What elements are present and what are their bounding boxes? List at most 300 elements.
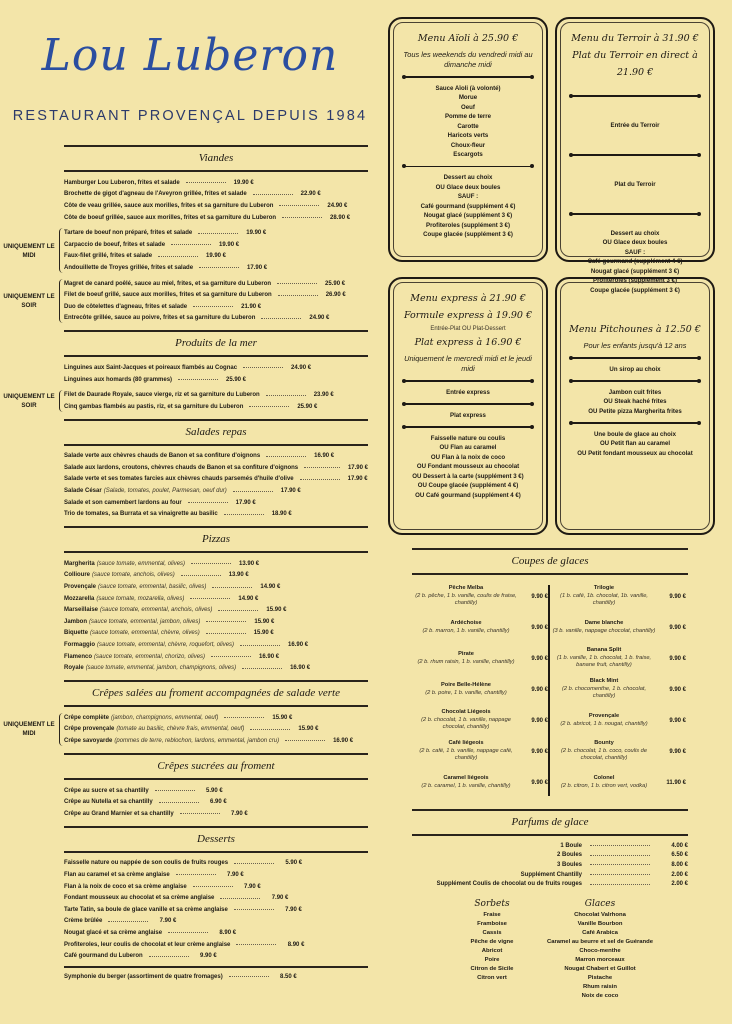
section-title: Coupes de glaces [511,555,589,567]
dotted-leader [224,717,264,718]
dotted-leader [240,645,280,646]
dotted-leader [236,944,276,945]
dotted-leader [243,367,283,368]
dotted-leader [220,898,260,899]
price-row [412,860,688,870]
coupe-item [552,736,686,767]
item-name: Salade verte aux chèvres chauds de Banon et sa confiture d'oignons [64,453,261,460]
item-name: Trio de tomates, sa Burrata et sa vinaigrette au basilic [64,511,218,518]
course-option: OU Glace deux boules [602,239,668,246]
menu-item [64,485,368,497]
coupe-item [552,612,686,643]
item-price: 7.90 € [227,871,244,878]
item-price: 9.90 € [199,953,217,960]
course-option: OU Flan à la noix de coco [430,453,506,461]
price-value: 2.00 € [671,871,688,878]
course-option: Une boule de glace au choix [594,430,676,438]
menu-title: Menu Aïoli à 25.90 € [417,33,519,44]
flavour-item: Citron vert [477,974,507,981]
flavour-item: Chocolat Valrhona [574,911,626,918]
item-price: 16.90 € [314,453,335,460]
menu-course [400,434,536,501]
menu-title: Formule express à 19.90 € [403,310,533,321]
menu-course [567,365,703,375]
coupe-item [552,705,686,736]
dotted-leader [249,406,289,407]
coupe-name: Ardéchoise [450,620,482,626]
parfums-section [412,809,688,1001]
item-price: 14.90 € [260,584,281,591]
item-name: Hamburger Lou Luberon, frites et salade [64,179,180,186]
dotted-leader [158,256,198,257]
dotted-leader [278,295,318,296]
item-name: Flan au caramel et sa crème anglaise [64,871,170,878]
dotted-leader [282,217,322,218]
menu-item [64,451,368,463]
item-name: Filet de boeuf grillé, sauce aux morilles, frites et sa garniture du Luberon [64,292,272,299]
set-menu-card [555,277,715,535]
menu-course [567,111,703,141]
menu-course [400,84,536,160]
column-separator [548,585,550,796]
coupe-price: 9.90 € [669,655,686,662]
menu-item [64,581,368,593]
item-name: Crêpe au sucre et sa chantilly [64,787,149,794]
coupe-description: (2 b. abricot, 1 b. nougat, chantilly) [560,720,648,727]
menu-section [3,330,368,412]
coupe-price: 9.90 € [531,686,548,693]
item-price: 19.90 € [206,253,227,260]
course-option: Pomme de terre [444,113,492,120]
coupe-name: Pêche Melba [448,585,484,592]
item-group [64,785,368,820]
item-group [64,362,368,385]
brace-icon [59,713,63,746]
item-name: Filet de Daurade Royale, sauce vierge, riz et sa garniture du Luberon [64,392,260,399]
item-price: 23.90 € [313,392,334,399]
item-price: 16.90 € [259,653,280,660]
course-option: OU Coupe glacée (supplément 4 €) [417,482,519,489]
item-group [3,712,368,747]
menu-section [64,753,368,820]
menu-item [64,916,368,928]
menu-item [64,362,368,374]
item-name: Duo de côtelettes d'agneau, frites et salade [64,303,188,310]
item-price: 17.90 € [347,464,368,471]
ornament-divider [404,403,532,405]
item-price: 22.90 € [300,191,321,198]
item-price: 16.90 € [290,665,311,672]
menu-item [64,808,368,820]
dotted-leader [590,884,650,885]
item-name: Biquette [64,630,88,637]
item-name: Tartare de boeuf non préparé, frites et salade [64,230,193,237]
item-name: Brochette de gigot d'agneau de l'Aveyron grillée, frites et salade [64,191,247,198]
menu-item [64,508,368,520]
price-value: 8.00 € [671,861,688,868]
item-name: Flamenco [64,653,93,660]
item-name: Jambon [64,618,88,625]
item-group [64,966,368,983]
course-option: Nougat glacé (supplément 3 €) [590,267,680,275]
ornament-divider [571,213,699,215]
ornament-divider [404,380,532,382]
item-price: 18.90 € [271,511,292,518]
dotted-leader [304,467,340,468]
item-name: Crêpe au Nutella et sa chantilly [64,799,153,806]
section-items [64,553,368,674]
brace-icon [59,228,63,272]
set-menu-card [388,277,548,535]
item-name: Symphonie du berger (assortiment de quatre fromages) [64,973,223,980]
restaurant-tagline: RESTAURANT PROVENÇAL DEPUIS 1984 [12,108,368,124]
item-group [64,177,368,223]
section-title: Pizzas [201,533,231,546]
coupe-description: (2 b. rhum raisin, 1 b. vanille, chantilly) [417,658,515,665]
dotted-leader [212,587,252,588]
item-name: Faux-filet grillé, frites et salade [64,253,153,260]
flavour-item: Café Arabica [582,929,618,936]
coupe-name: Caramel liégeois [443,775,489,781]
price-label: 2 Boules [556,852,582,859]
coupe-text [414,775,518,790]
course-option: OU Flan au caramel [439,444,497,451]
course-option: OU Café gourmand (supplément 4 €) [415,491,521,499]
section-items [64,780,368,820]
item-name: Formaggio [64,642,95,649]
item-price: 6.90 € [210,799,227,806]
menu-item [64,239,368,251]
course-option: Carotte [457,122,479,130]
menu-item [64,712,368,724]
course-option: Jambon cuit frites [608,388,662,396]
flavour-columns [412,897,688,1001]
set-menu-card [388,17,548,262]
course-option: Dessert au choix [610,229,660,237]
coupe-item [414,581,548,612]
menu-item [64,401,368,413]
dotted-leader [253,194,293,195]
item-name: Crème brûlée [64,918,103,925]
coupe-description: (1 b. café, 1b. chocolat, 1b. vanille, chantilly) [560,592,648,607]
item-name: Café gourmand du Luberon [64,953,143,960]
item-price: 8.90 € [219,929,237,936]
item-name: Côte de veau grillée, sauce aux morilles, frites et sa garniture du Luberon [64,202,274,209]
flavour-item: Rhum raisin [582,983,618,990]
menu-item [64,289,368,301]
item-price: 17.90 € [247,264,268,271]
coupe-text [414,620,518,635]
coupe-name: Bounty [594,740,614,747]
dotted-leader [186,182,226,183]
item-price: 13.90 € [228,572,249,579]
section-title: Salades repas [185,425,247,438]
coupe-text [414,585,518,608]
flavour-item: Cassis [482,929,502,936]
restaurant-logo: Lou Luberon [41,30,339,81]
menu-item [64,497,368,509]
flavour-item: Choco-menthe [579,947,621,954]
coupe-description: (2 b. citron, 1 b. citron vert, vodka) [560,782,648,789]
menu-title: Plat du Terroir en direct à 21.90 € [572,50,698,78]
coupe-name: Colonel [593,775,615,781]
menu-course [567,170,703,200]
course-option: Entrée express [446,388,490,396]
section-items [64,446,368,521]
coupes-left [412,581,550,798]
item-price: 25.90 € [297,403,318,410]
item-price: 7.90 € [231,810,248,817]
coupe-item [414,705,548,736]
dotted-leader [261,318,301,319]
flavour-heading: Glaces [584,898,616,909]
availability-label: UNIQUEMENT LE SOIR [3,392,55,409]
item-name: Mozzarella [64,595,95,602]
flavour-item: Nougat Chabert et Guillot [564,965,636,972]
coupe-item [552,767,686,798]
dotted-leader [171,244,211,245]
coupe-text [552,620,656,635]
item-price: 19.90 € [219,241,240,248]
course-option: Haricots verts [447,132,489,139]
dotted-leader [590,864,650,865]
item-price: 19.90 € [246,230,267,237]
menu-item [64,616,368,628]
coupe-price: 9.90 € [531,748,548,755]
menu-item [64,785,368,797]
price-value: 4.00 € [671,842,688,849]
card-content [393,22,543,257]
flavour-item: Pêche de vigne [470,938,514,945]
item-description: (sauce tomate, anchois, olives) [92,572,175,579]
price-value: 2.00 € [671,881,688,888]
section-items [3,357,368,412]
price-label: 1 Boule [560,842,582,849]
item-price: 15.90 € [254,618,275,625]
item-price: 13.90 € [239,560,260,567]
menu-title: Menu du Terroir à 31.90 € [571,33,699,44]
menu-item [64,389,368,401]
brace-icon [59,390,63,411]
item-price: 16.90 € [333,737,354,744]
card-content [560,282,710,530]
menu-item [64,971,368,983]
item-name: Côte de boeuf grillée, sauce aux morilles, frites et sa garniture du Luberon [64,214,277,221]
price-row [412,870,688,880]
item-price: 26.90 € [325,292,346,299]
menu-item [64,212,368,224]
menu-item [64,301,368,313]
course-option: Plat express [450,411,486,419]
dotted-leader [218,610,258,611]
item-price: 19.90 € [233,179,254,186]
ornament-divider [571,154,699,156]
coupe-description: (2 b. café, 1 b. vanille, nappage café, chantilly) [419,747,513,762]
ornament-divider [571,95,699,97]
coupe-text [552,775,656,790]
menu-item [64,662,368,674]
menu-item [64,374,368,386]
coupe-item [552,674,686,705]
coupe-price: 9.90 € [669,748,686,755]
menu-item [64,189,368,201]
item-name: Salade et son camembert lardons au four [64,499,182,506]
dotted-leader [590,845,650,846]
item-name: Tarte Tatin, sa boule de glace vanille et sa crème anglaise [64,906,228,913]
coupe-price: 9.90 € [531,779,548,786]
coupe-price: 9.90 € [531,593,548,600]
price-label: Supplément Coulis de chocolat ou de fruits rouges [436,881,582,888]
dotted-leader [279,205,319,206]
coupe-price: 9.90 € [531,624,548,631]
coupe-name: Pirate [458,651,474,657]
course-option: Café gourmand (supplément 4 €) [587,258,683,265]
parfums-prices [412,841,688,889]
dotted-leader [206,621,246,622]
item-price: 21.90 € [241,303,262,310]
item-description: (sauce tomate, emmental, anchois, olives) [100,607,213,614]
course-option: Profiteroles (supplément 3 €) [593,277,677,284]
menu-item [64,200,368,212]
coupe-name: Black Mint [589,678,619,685]
item-price: 15.90 € [272,714,293,721]
item-description: (sauce tomate, emmental, chorizo, olives) [94,653,206,660]
course-option: Faisselle nature ou coulis [430,434,506,442]
course-option: OU Petit flan au caramel [599,440,671,447]
menu-course [567,430,703,459]
dotted-leader [590,855,650,856]
course-option: OU Fondant mousseux au chocolat [416,463,520,470]
section-title: Crêpes salées au froment accompagnées de salade verte [92,687,340,699]
item-price: 25.90 € [325,280,346,287]
dotted-leader [176,874,216,875]
coupe-item [552,581,686,612]
menu-section [64,419,368,521]
dotted-leader [211,656,251,657]
item-description: (pommes de terre, reblochon, lardons, emmental, jambon cru) [114,737,280,744]
dotted-leader [266,395,306,396]
coupe-item [414,643,548,674]
flavour-item: Marron morceaux [575,956,625,963]
menu-title: Plat express à 16.90 € [414,337,522,348]
dotted-leader [266,456,306,457]
section-items [64,853,368,983]
item-price: 17.90 € [347,476,368,483]
item-price: 28.90 € [330,214,351,221]
set-menu-card [555,17,715,294]
dotted-leader [180,813,220,814]
item-description: (Salade, tomates, poulet, Parmesan, oeuf dur) [103,488,227,495]
item-name: Salade aux lardons, croutons, chèvres chauds de Banon et sa confiture d'oignons [64,464,299,471]
menu-item [64,593,368,605]
section-title: Parfums de glace [511,816,589,828]
coupe-item [414,736,548,767]
availability-label: UNIQUEMENT LE SOIR [3,292,55,309]
menu-item [64,278,368,290]
item-price: 7.90 € [159,918,177,925]
item-name: Royale [64,665,84,672]
item-name: Crêpe savoyarde [64,737,113,744]
item-description: (sauce tomate, emmental, basilic, olives) [98,584,207,591]
item-name: Salade César [64,488,102,495]
item-price: 15.90 € [253,630,274,637]
dotted-leader [199,267,239,268]
coupe-text [552,713,656,728]
coupe-item [414,674,548,705]
coupe-price: 9.90 € [669,593,686,600]
item-price: 7.90 € [271,895,289,902]
menu-item [64,735,368,747]
item-price: 8.90 € [287,941,305,948]
flavour-item: Abricot [481,947,503,954]
item-name: Nougat glacé et sa crème anglaise [64,929,163,936]
menu-item [64,651,368,663]
menu-item [64,474,368,486]
course-option: SAUF : [624,248,646,256]
item-name: Crêpe au Grand Marnier et sa chantilly [64,810,174,817]
coupe-text [552,585,656,608]
item-price: 24.90 € [309,315,330,322]
item-name: Crêpe provençale [64,726,115,733]
section-title: Crêpes sucrées au froment [157,759,275,772]
course-option: Coupe glacée (supplément 3 €) [590,286,680,294]
item-price: 5.90 € [206,787,223,794]
menu-course [400,173,536,240]
dotted-leader [190,598,230,599]
dotted-leader [250,729,290,730]
coupe-text [414,740,518,763]
flavour-item: Citron de Sicile [470,965,514,972]
menu-item [64,881,368,893]
course-option: OU Petit fondant mousseux au chocolat [577,449,693,457]
dotted-leader [178,379,218,380]
dotted-leader [242,668,282,669]
course-option: OU Dessert à la carte (supplément 3 €) [412,472,524,480]
item-name: Magret de canard poêlé, sauce au miel, frites, et sa garniture du Luberon [64,280,272,287]
menu-item [64,628,368,640]
dotted-leader [191,563,231,564]
item-description: (sauce tomate, mozarella, olives) [96,595,185,602]
item-description: (sauce tomate, emmental, olives) [96,560,186,567]
coupe-price: 9.90 € [669,717,686,724]
menu-title: Menu Pitchounes à 12.50 € [569,324,701,335]
course-option: OU Petite pizza Margherita frites [588,407,682,415]
item-price: 15.90 € [266,607,287,614]
item-name: Faisselle nature ou nappée de son coulis de fruits rouges [64,860,229,867]
section-title: Viandes [198,152,234,164]
item-price: 15.90 € [298,726,319,733]
menu-item [64,927,368,939]
menu-subtitle: Pour les enfants jusqu'à 12 ans [583,341,687,350]
menu-item [64,177,368,189]
item-name: Cinq gambas flambés au pastis, riz, et sa garniture du Luberon [64,403,244,410]
item-name: Entrecôte grillée, sauce au poivre, frites et sa garniture du Luberon [64,315,256,322]
menu-title: Menu express à 21.90 € [410,293,526,304]
course-option: Coupe glacée (supplément 3 €) [423,231,513,238]
flavour-item: Noix de coco [581,992,619,999]
item-price: 16.90 € [288,642,309,649]
coupe-text [414,682,518,697]
coupe-name: Chocolat Liégeois [441,709,491,716]
main-menu-column [3,145,368,989]
ornament-divider [404,166,532,168]
dotted-leader [193,306,233,307]
course-option: Escargots [453,151,483,158]
menu-course [400,411,536,421]
price-row [412,851,688,861]
section-title: Desserts [197,832,235,845]
coupe-description: (2 b. chocolat, 1 b. coco, coulis de chocolat, chantilly) [561,747,647,762]
